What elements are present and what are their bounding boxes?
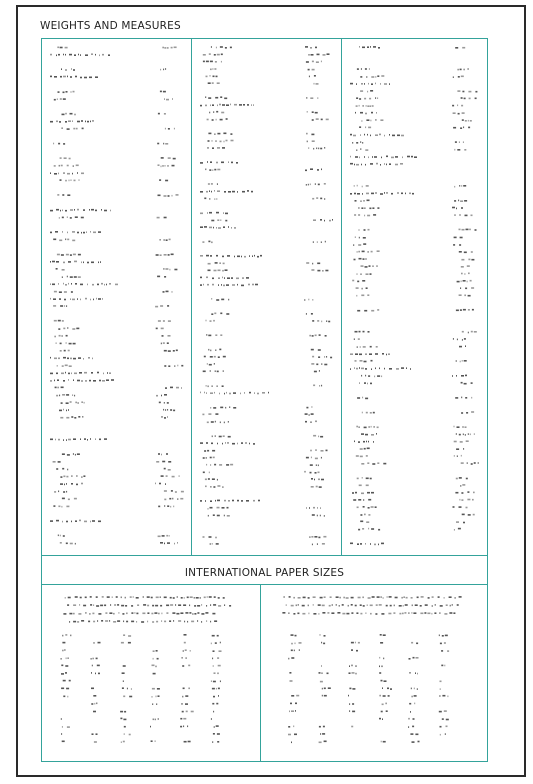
page-title: WEIGHTS AND MEASURES [40,20,181,32]
paper-sizes-title: INTERNATIONAL PAPER SIZES [184,567,345,579]
